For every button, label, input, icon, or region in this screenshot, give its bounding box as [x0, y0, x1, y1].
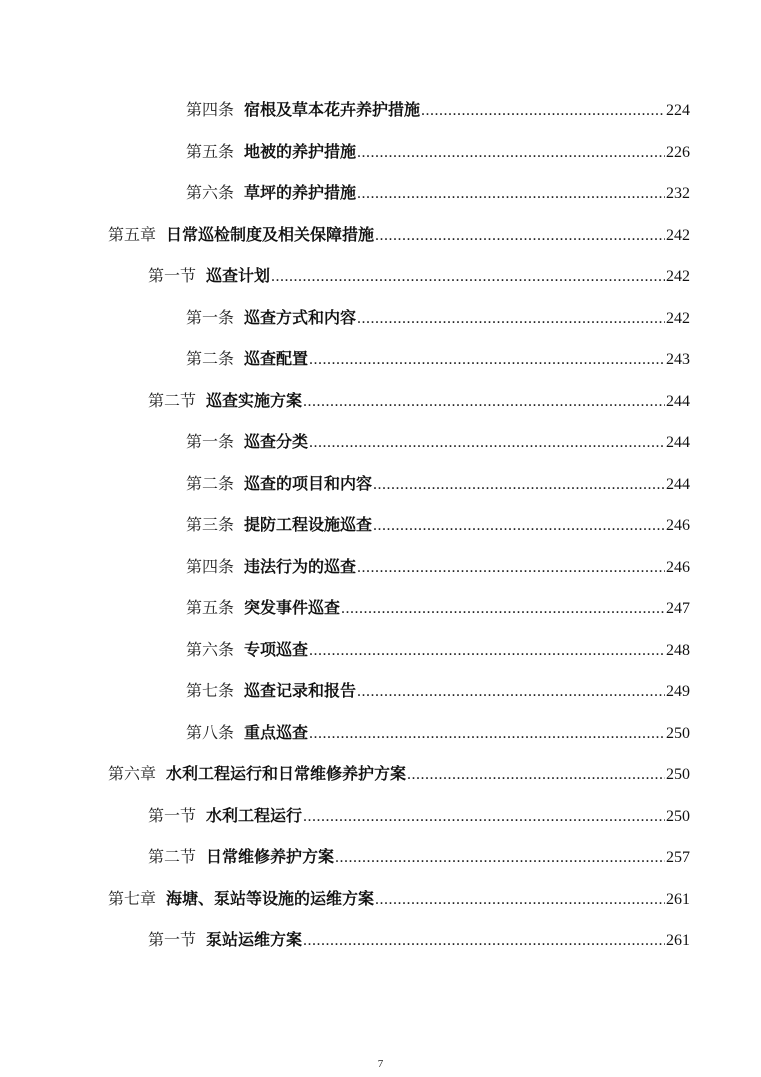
- toc-entry[interactable]: [186, 638, 690, 662]
- toc-entry[interactable]: [186, 347, 690, 371]
- toc-entry[interactable]: [186, 430, 690, 454]
- toc-entry[interactable]: [186, 472, 690, 496]
- toc-entry[interactable]: [186, 555, 690, 579]
- toc-entry[interactable]: [186, 679, 690, 703]
- toc-entry-title: 突发事件巡查: [244, 598, 341, 617]
- toc-entry[interactable]: [186, 721, 690, 745]
- toc-dot-leader: [357, 182, 665, 206]
- toc-entry[interactable]: [186, 513, 690, 537]
- toc-dot-leader: [357, 680, 665, 704]
- toc-entry-title: 巡查的项目和内容: [244, 474, 373, 493]
- toc-entry[interactable]: [148, 845, 690, 869]
- toc-entry-number: 第六章: [108, 764, 157, 783]
- toc-entry-number: 第一节: [148, 266, 197, 285]
- toc-entry-page: 250: [666, 725, 690, 742]
- toc-entry-page: 232: [666, 185, 690, 202]
- toc-entry-number: 第一节: [148, 806, 197, 825]
- toc-entry-page: 246: [666, 559, 690, 576]
- toc-entry-page: 244: [666, 476, 690, 493]
- toc-entry[interactable]: [186, 596, 690, 620]
- toc-entry-title: 日常维修养护方案: [206, 847, 335, 866]
- toc-entry-title: 海塘、泵站等设施的运维方案: [166, 889, 375, 908]
- toc-dot-leader: [375, 888, 665, 912]
- toc-dot-leader: [373, 473, 665, 497]
- toc-entry[interactable]: [186, 98, 690, 122]
- toc-entry-page: 224: [666, 102, 690, 119]
- toc-dot-leader: [309, 348, 665, 372]
- toc-entry-title: 巡查分类: [244, 432, 309, 451]
- toc-entry-page: 242: [666, 310, 690, 327]
- toc-dot-leader: [341, 597, 665, 621]
- toc-entry[interactable]: [186, 181, 690, 205]
- toc-entry-number: 第三条: [186, 515, 235, 534]
- toc-entry-page: 242: [666, 268, 690, 285]
- toc-entry-number: 第二条: [186, 474, 235, 493]
- toc-entry-page: 226: [666, 144, 690, 161]
- toc-dot-leader: [309, 431, 665, 455]
- toc-entry-page: 249: [666, 683, 690, 700]
- toc-entry-number: 第二条: [186, 349, 235, 368]
- toc-entry-title: 宿根及草本花卉养护措施: [244, 100, 421, 119]
- toc-dot-leader: [309, 722, 665, 746]
- toc-entry-number: 第一节: [148, 930, 197, 949]
- toc-entry-page: 243: [666, 351, 690, 368]
- toc-entry-title: 巡查记录和报告: [244, 681, 357, 700]
- toc-entry-title: 巡查实施方案: [206, 391, 303, 410]
- toc-entry-title: 巡查方式和内容: [244, 308, 357, 327]
- toc-entry-page: 257: [666, 849, 690, 866]
- toc-entry-page: 247: [666, 600, 690, 617]
- toc-entry-number: 第五条: [186, 598, 235, 617]
- toc-entry[interactable]: [108, 762, 690, 786]
- toc-entry[interactable]: [148, 389, 690, 413]
- toc-entry-page: 250: [666, 808, 690, 825]
- toc-entry-number: 第二节: [148, 847, 197, 866]
- toc-dot-leader: [357, 141, 665, 165]
- toc-entry-title: 日常巡检制度及相关保障措施: [166, 225, 375, 244]
- toc-dot-leader: [303, 929, 665, 953]
- toc-entry-page: 244: [666, 434, 690, 451]
- toc-dot-leader: [303, 390, 665, 414]
- toc-entry-number: 第七条: [186, 681, 235, 700]
- toc-entry-title: 巡查计划: [206, 266, 271, 285]
- toc-dot-leader: [357, 307, 665, 331]
- toc-dot-leader: [357, 556, 665, 580]
- toc-entry-number: 第五条: [186, 142, 235, 161]
- toc-entry-title: 违法行为的巡查: [244, 557, 357, 576]
- toc-entry[interactable]: [186, 140, 690, 164]
- toc-entry-title: 泵站运维方案: [206, 930, 303, 949]
- toc-entry-number: 第二节: [148, 391, 197, 410]
- toc-dot-leader: [421, 99, 665, 123]
- toc-dot-leader: [335, 846, 665, 870]
- toc-entry-title: 地被的养护措施: [244, 142, 357, 161]
- toc-entry-page: 242: [666, 227, 690, 244]
- toc-entry-page: 248: [666, 642, 690, 659]
- toc-entry[interactable]: [148, 804, 690, 828]
- toc-entry-page: 246: [666, 517, 690, 534]
- toc-entry-number: 第八条: [186, 723, 235, 742]
- toc-entry-number: 第四条: [186, 557, 235, 576]
- toc-entry-number: 第一条: [186, 432, 235, 451]
- toc-dot-leader: [373, 514, 665, 538]
- toc-dot-leader: [303, 805, 665, 829]
- toc-dot-leader: [271, 265, 665, 289]
- toc-entry-title: 巡查配置: [244, 349, 309, 368]
- toc-entry-page: 244: [666, 393, 690, 410]
- toc-dot-leader: [309, 639, 665, 663]
- toc-entry-number: 第七章: [108, 889, 157, 908]
- toc-entry[interactable]: [186, 306, 690, 330]
- page-number-footer: 7: [377, 1058, 384, 1070]
- toc-entry[interactable]: [148, 264, 690, 288]
- toc-entry-number: 第五章: [108, 225, 157, 244]
- toc-entry-number: 第六条: [186, 640, 235, 659]
- toc-entry-page: 261: [666, 891, 690, 908]
- toc-entry[interactable]: [108, 223, 690, 247]
- toc-entry-title: 专项巡查: [244, 640, 309, 659]
- toc-entry-page: 250: [666, 766, 690, 783]
- toc-entry-number: 第四条: [186, 100, 235, 119]
- toc-entry-title: 重点巡查: [244, 723, 309, 742]
- toc-entry-title: 水利工程运行: [206, 806, 303, 825]
- toc-entry[interactable]: [108, 887, 690, 911]
- toc-entry-title: 草坪的养护措施: [244, 183, 357, 202]
- toc-dot-leader: [407, 763, 665, 787]
- toc-entry-title: 提防工程设施巡查: [244, 515, 373, 534]
- toc-entry-number: 第六条: [186, 183, 235, 202]
- toc-dot-leader: [375, 224, 665, 248]
- toc-entry-number: 第一条: [186, 308, 235, 327]
- toc-entry-page: 261: [666, 932, 690, 949]
- toc-entry-title: 水利工程运行和日常维修养护方案: [166, 764, 407, 783]
- toc-entry[interactable]: [148, 928, 690, 952]
